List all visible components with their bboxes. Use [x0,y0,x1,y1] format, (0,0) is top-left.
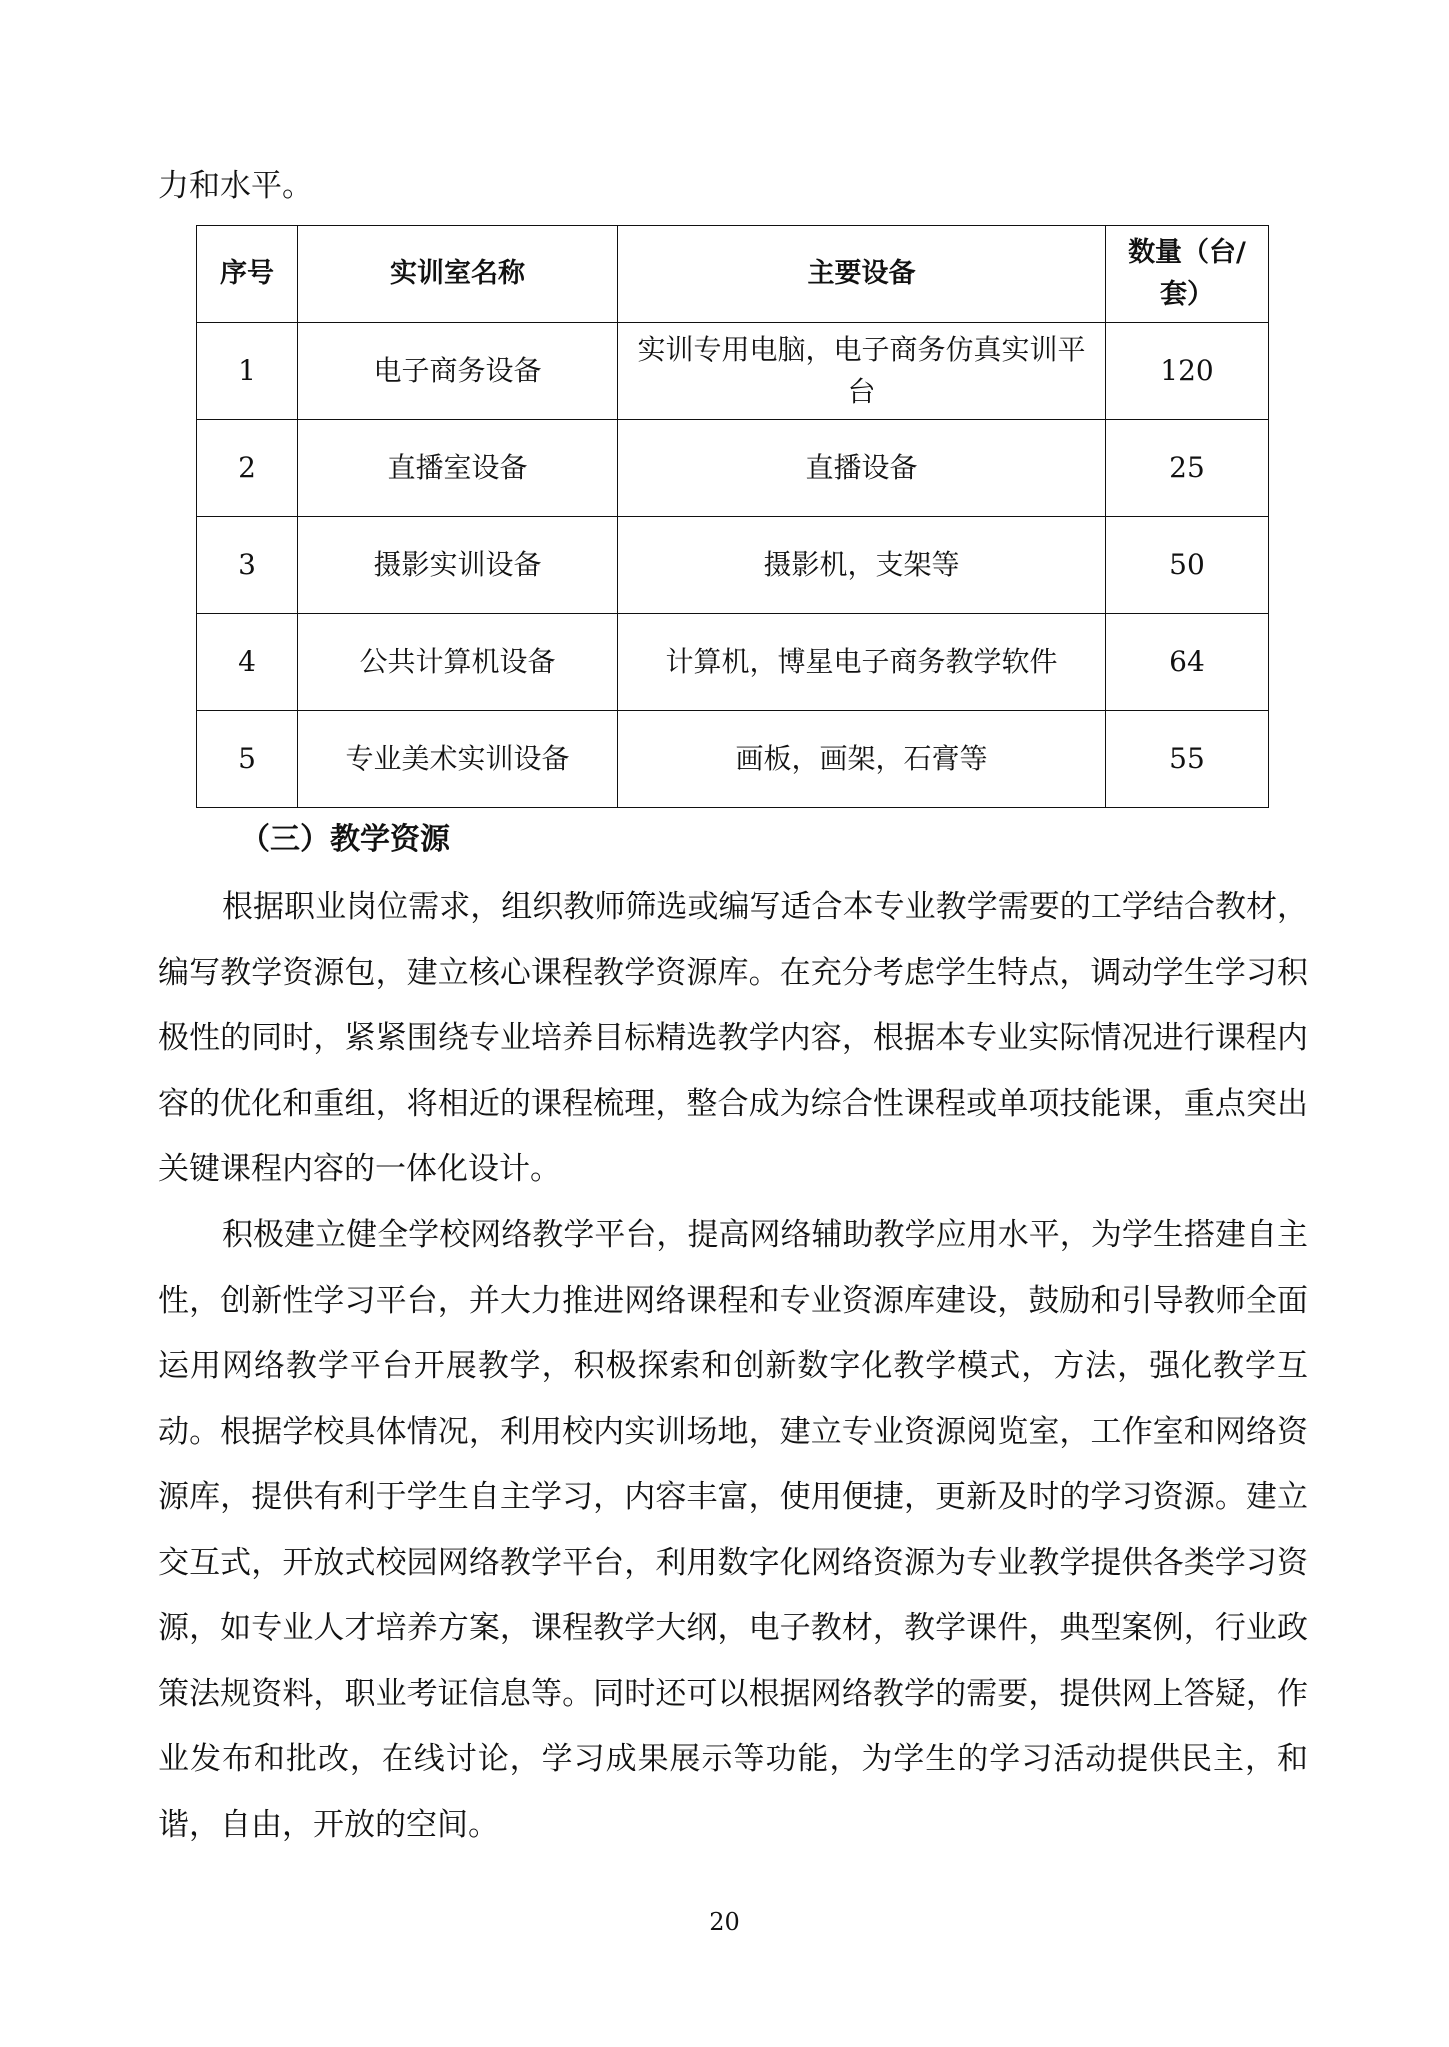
cell-no: 2 [197,420,298,517]
cell-no: 1 [197,323,298,420]
table-header-row [197,226,1269,323]
lead-text: 力和水平。 [158,168,313,204]
cell-no: 5 [197,711,298,808]
equipment-table [196,225,1269,808]
table-row [197,711,1269,808]
cell-quantity: 120 [1106,323,1269,420]
page-number: 20 [709,1908,740,1936]
cell-quantity: 55 [1106,711,1269,808]
paragraph-teaching-materials: 根据职业岗位需求，组织教师筛选或编写适合本专业教学需要的工学结合教材，编写教学资源包，建立核心课程教学资源库。在充分考虑学生特点，调动学生学习积极性的同时，紧紧围绕专业培养目标精选教学内容，根据本专业实际情况进行课程内容的优化和重组，将相近的课程梳理，整合成为综合性课程或单项技能课，重点突出关键课程内容的一体化设计。 [158,889,1308,1187]
cell-quantity: 64 [1106,614,1269,711]
cell-equipment: 直播设备 [618,420,1106,517]
header-no: 序号 [197,226,298,323]
cell-equipment: 摄影机，支架等 [618,517,1106,614]
table-row [197,517,1269,614]
cell-room-name: 直播室设备 [298,420,618,517]
cell-no: 3 [197,517,298,614]
cell-equipment: 画板，画架，石膏等 [618,711,1106,808]
cell-no: 4 [197,614,298,711]
cell-room-name: 公共计算机设备 [298,614,618,711]
cell-quantity: 50 [1106,517,1269,614]
paragraph-network-platform: 积极建立健全学校网络教学平台，提高网络辅助教学应用水平，为学生搭建自主性，创新性学习平台，并大力推进网络课程和专业资源库建设，鼓励和引导教师全面运用网络教学平台开展教学，积极探索和创新数字化教学模式，方法，强化教学互动。根据学校具体情况，利用校内实训场地，建立专业资源阅览室，工作室和网络资源库，提供有利于学生自主学习，内容丰富，使用便捷，更新及时的学习资源。建立交互式，开放式校园网络教学平台，利用数字化网络资源为专业教学提供各类学习资源，如专业人才培养方案，课程教学大纲，电子教材，教学课件，典型案例，行业政策法规资料，职业考证信息等。同时还可以根据网络教学的需要，提供网上答疑，作业发布和批改，在线讨论，学习成果展示等功能，为学生的学习活动提供民主，和谐，自由，开放的空间。 [158,1217,1308,1843]
cell-room-name: 电子商务设备 [298,323,618,420]
table-row [197,420,1269,517]
cell-equipment: 计算机，博星电子商务教学软件 [618,614,1106,711]
header-equipment: 主要设备 [618,226,1106,323]
header-room-name: 实训室名称 [298,226,618,323]
cell-quantity: 25 [1106,420,1269,517]
header-quantity: 数量（台/套） [1106,226,1269,323]
table-row [197,614,1269,711]
cell-equipment: 实训专用电脑，电子商务仿真实训平台 [618,323,1106,420]
table-row [197,323,1269,420]
cell-room-name: 摄影实训设备 [298,517,618,614]
section-title: （三）教学资源 [240,822,450,857]
cell-room-name: 专业美术实训设备 [298,711,618,808]
